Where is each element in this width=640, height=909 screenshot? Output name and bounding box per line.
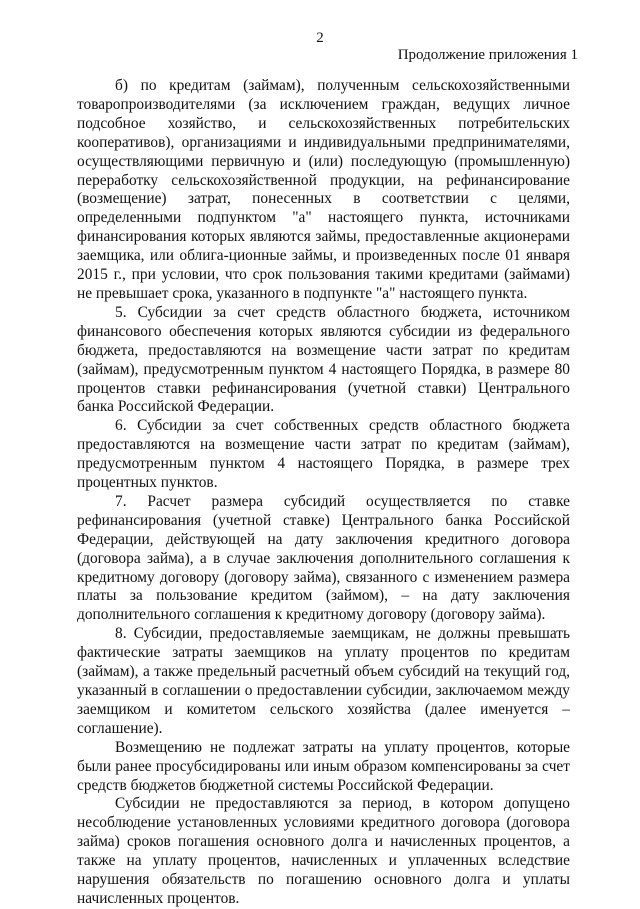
page-number: 2 xyxy=(316,30,324,46)
paragraph-item-7: 7. Расчет размера субсидий осуществляется по ставке рефинансирования (учетной ставке) Центрального банка Российской Федерации, действующей на дату заключения кредитного договора (договора займа), а в случае заключения дополнительного соглашения к кредитному договору (договору займа), связанного с изменением размера платы за пользование кредитом (займом), – на дату заключения дополнительного соглашения к кредитному договору (договору займа). xyxy=(77,492,570,624)
paragraph-no-subsidy-period: Субсидии не предоставляются за период, в котором допущено несоблюдение установленных условиями кредитного договора (договора займа) сроков погашения основного долга и начисленных процентов, а также на уплату процентов, начисленных и уплаченных вследствие нарушения обязательств по погашению основного долга и уплаты начисленных процентов. xyxy=(77,795,570,907)
appendix-continuation-note: Продолжение приложения 1 xyxy=(397,47,578,63)
paragraph-item-5: 5. Субсидии за счет средств областного бюджета, источником финансового обеспечения которых являются субсидии из федерального бюджета, предоставляются на возмещение части затрат по кредитам (займам), предусмотренным пунктом 4 настоящего Порядка, в размере 80 процентов ставки рефинансирования (учетной ставки) Центрального банка Российской Федерации. xyxy=(77,303,570,416)
paragraph-subsidy-b: б) по кредитам (займам), полученным сельскохозяйственными товаропроизводителями (за исключением граждан, ведущих личное подсобное хозяйство, и сельскохозяйственных потребительских кооперативов), организациями и индивидуальными предпринимателями, осуществляющими первичную и (или) последующую (промышленную) переработку сельскохозяйственной продукции, на рефинансирование (возмещение) затрат, понесенных в соответствии с целями, определенными подпунктом "а" настоящего пункта, источниками финансирования которых являются займы, предоставленные акционерами заемщика, или облига-ционные займы, и произведенных после 01 января 2015 г., при условии, что срок пользования такими кредитами (займами) не превышает срока, указанного в подпункте "а" настоящего пункта. xyxy=(77,77,570,302)
paragraph-item-6: 6. Субсидии за счет собственных средств областного бюджета предоставляются на возмещение части затрат по кредитам (займам), предусмотренным пунктом 4 настоящего Порядка, в размере трех процентных пунктов. xyxy=(77,417,570,492)
document-body xyxy=(77,77,570,909)
paragraph-no-reimbursement: Возмещению не подлежат затраты на уплату процентов, которые были ранее просубсидированы или иным образом компенсированы за счет средств бюджетов бюджетной системы Российской Федерации. xyxy=(77,738,570,794)
paragraph-item-8: 8. Субсидии, предоставляемые заемщикам, не должны превышать фактические затраты заемщиков на уплату процентов по кредитам (займам), а также предельный расчетный объем субсидий на текущий год, указанный в соглашении о предоставлении субсидии, заключаемом между заемщиком и комитетом сельского хозяйства (далее именуется – соглашение). xyxy=(77,625,570,737)
